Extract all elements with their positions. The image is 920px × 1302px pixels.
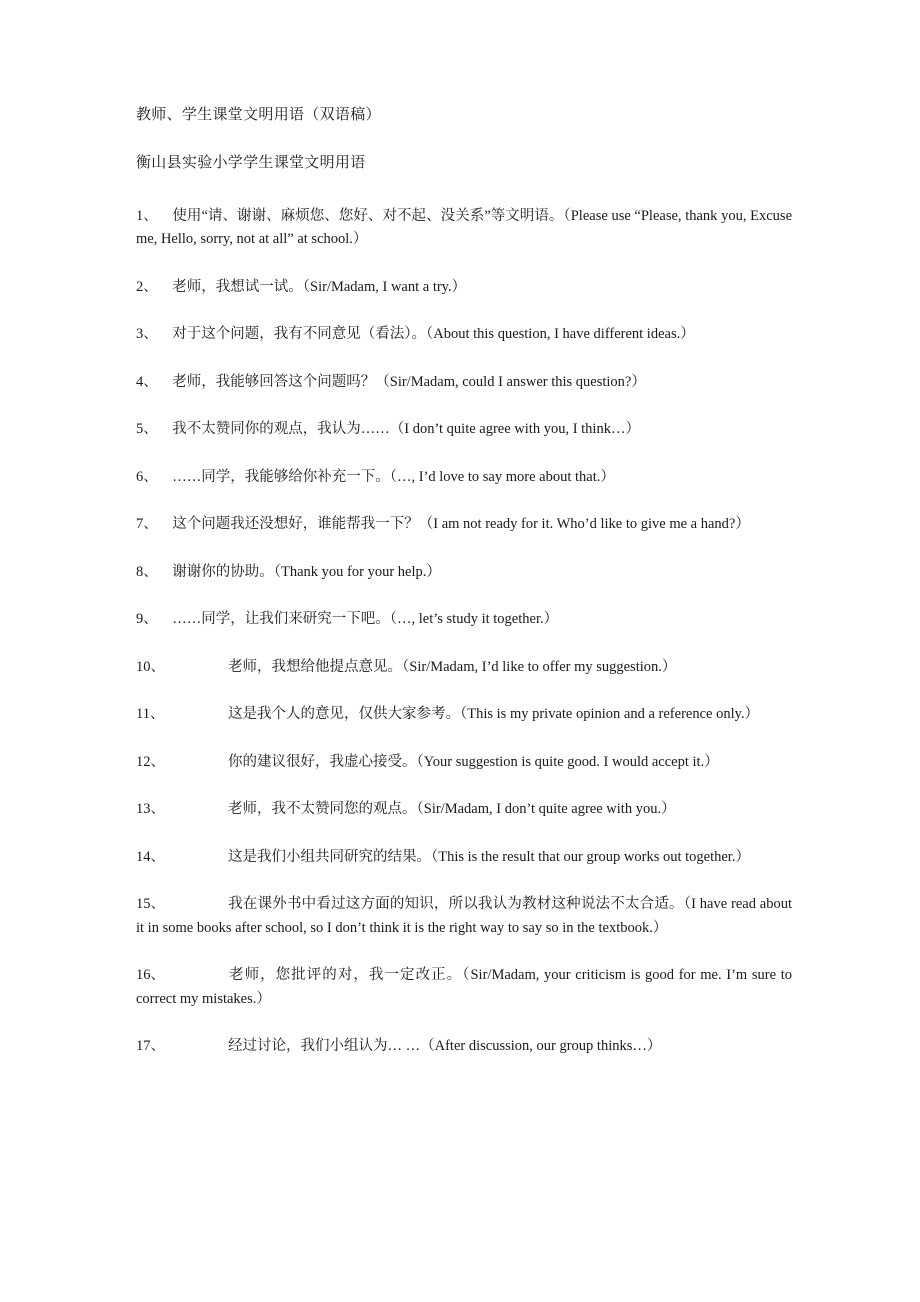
list-item [136,323,792,346]
list-item-text: 老师，我想给他提点意见。（Sir/Madam, I’d like to offer my suggestion.） [228,658,677,675]
list-item-number: 15、 [136,896,165,913]
list-item-number: 16、 [136,967,165,984]
list-item-spacer [158,279,173,295]
list-item [136,513,792,536]
list-item-spacer [158,374,173,390]
list-item [136,466,792,489]
list-item [136,846,792,869]
phrase-list [136,205,792,1059]
list-item-number: 17、 [136,1038,165,1055]
list-item-text: 经过讨论，我们小组认为… …（After discussion, our group thinks…） [228,1038,662,1055]
list-item-text: 使用“请、谢谢、麻烦您、您好、对不起、没关系”等文明语。（Please use “Please, thank you, Excuse me, Hello, sorry, not at all” at school.） [136,208,793,248]
list-item [136,561,792,584]
list-item-number: 9、 [136,611,158,628]
list-item [136,656,792,679]
list-item [136,276,792,299]
document-subtitle: 衡山县实验小学学生课堂文明用语 [136,155,366,171]
list-item-number: 14、 [136,848,165,865]
list-item [136,205,792,252]
list-item-number: 4、 [136,373,158,390]
list-item-number: 13、 [136,801,165,818]
list-item [136,798,792,821]
list-item-number: 6、 [136,468,158,485]
list-item-number: 10、 [136,658,165,675]
list-item-text: 老师，我想试一试。（Sir/Madam, I want a try.） [172,278,467,295]
list-item-number: 3、 [136,326,158,343]
list-item [136,703,792,726]
list-item-text: ……同学，让我们来研究一下吧。（…, let’s study it together.） [172,611,559,628]
list-item [136,751,792,774]
list-item-text: 这是我个人的意见，仅供大家参考。（This is my private opinion and a reference only.） [228,706,760,723]
list-item-text: 这是我们小组共同研究的结果。（This is the result that our group works out together.） [228,848,750,865]
list-item-text: 我不太赞同你的观点，我认为……（I don’t quite agree with you, I think…） [172,421,640,438]
list-item-text: 对于这个问题，我有不同意见（看法）。（About this question, I have different ideas.） [172,326,695,343]
list-item [136,418,792,441]
document-title: 教师、学生课堂文明用语（双语稿） [136,107,381,123]
list-item-text: ……同学，我能够给你补充一下。（…, I’d love to say more about that.） [172,468,615,485]
list-item-number: 11、 [136,706,165,723]
list-item-number: 1、 [136,208,158,224]
list-item-text: 老师，您批评的对，我一定改正。（Sir/Madam, your criticism is good for me. I’m sure to correct my mistakes.） [136,967,792,1007]
list-item-spacer [158,516,173,532]
list-item-number: 7、 [136,516,158,533]
list-item-text: 老师，我不太赞同您的观点。（Sir/Madam, I don’t quite agree with you.） [228,801,676,818]
list-item-text: 谢谢你的协助。（Thank you for your help.） [172,563,441,580]
list-item-spacer [158,564,173,580]
list-item [136,608,792,631]
list-item-text: 老师，我能够回答这个问题吗？（Sir/Madam, could I answer this question?） [172,373,646,390]
list-item-number: 12、 [136,753,165,770]
list-item-spacer [158,469,173,485]
list-item-spacer [158,208,173,224]
list-item-number: 2、 [136,278,158,295]
list-item [136,964,792,1011]
list-item [136,371,792,394]
list-item-text: 这个问题我还没想好，谁能帮我一下？（I am not ready for it. Who’d like to give me a hand?） [172,516,750,533]
list-item-text: 你的建议很好，我虚心接受。（Your suggestion is quite good. I would accept it.） [228,753,719,770]
list-item-number: 5、 [136,421,158,438]
list-item-spacer [158,611,173,627]
list-item-spacer [158,326,173,342]
list-item [136,893,792,940]
list-item-number: 8、 [136,563,158,580]
list-item-spacer [158,421,173,437]
list-item [136,1035,792,1058]
list-item-text: 我在课外书中看过这方面的知识，所以我认为教材这种说法不太合适。（I have read about it in some books after school, so I don’t think it is the right way to say so in the textbook.） [136,896,792,936]
